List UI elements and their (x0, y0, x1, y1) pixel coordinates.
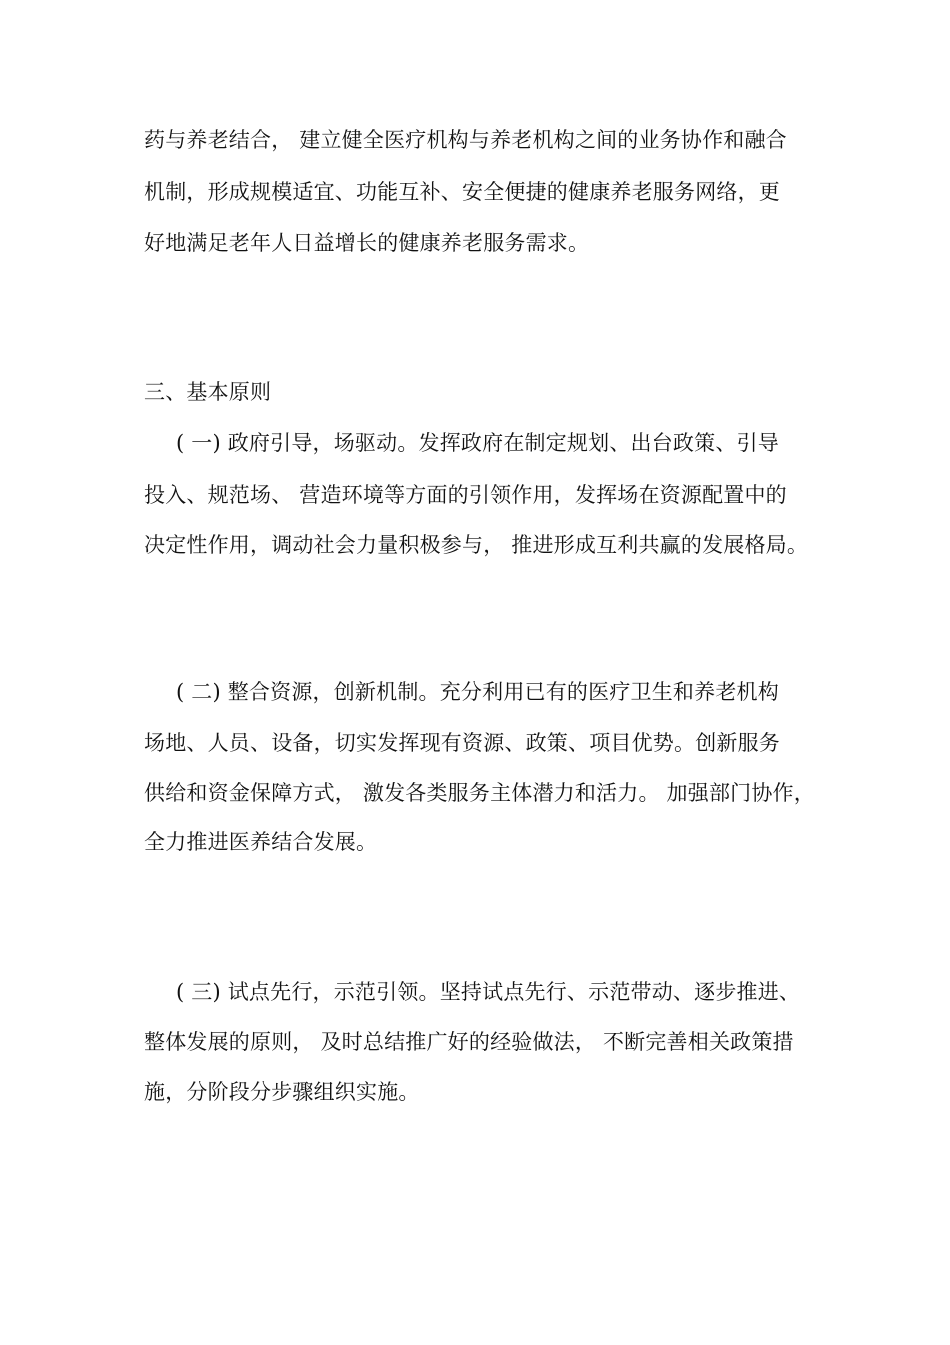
principle-2-line-3: 供给和资金保障方式， 激发各类服务主体潜力和活力。 加强部门协作， (144, 781, 815, 805)
intro-line-2: 机制，形成规模适宜、功能互补、安全便捷的健康养老服务网络，更 (144, 180, 780, 204)
intro-line-3: 好地满足老年人日益增长的健康养老服务需求。 (144, 231, 590, 255)
principle-2-line-2: 场地、人员、设备，切实发挥现有资源、政策、项目优势。创新服务 (144, 731, 780, 755)
principle-3-line-1: ( 三) 试点先行，示范引领。坚持试点先行、示范带动、逐步推进、 (176, 980, 801, 1004)
section-heading: 三、基本原则 (144, 380, 272, 404)
principle-2-line-4: 全力推进医养结合发展。 (144, 830, 378, 854)
principle-1-line-3: 决定性作用，调动社会力量积极参与， 推进形成互利共赢的发展格局。 (144, 533, 809, 557)
principle-1-line-1: ( 一) 政府引导，场驱动。发挥政府在制定规划、出台政策、引导 (176, 431, 779, 455)
principle-3-line-2: 整体发展的原则， 及时总结推广好的经验做法， 不断完善相关政策措 (144, 1030, 794, 1054)
principle-1-line-2: 投入、规范场、 营造环境等方面的引领作用，发挥场在资源配置中的 (144, 483, 787, 507)
intro-line-1: 药与养老结合， 建立健全医疗机构与养老机构之间的业务协作和融合 (144, 128, 787, 152)
principle-2-line-1: ( 二) 整合资源，创新机制。充分利用已有的医疗卫生和养老机构 (176, 680, 779, 704)
principle-3-line-3: 施，分阶段分步骤组织实施。 (144, 1080, 420, 1104)
